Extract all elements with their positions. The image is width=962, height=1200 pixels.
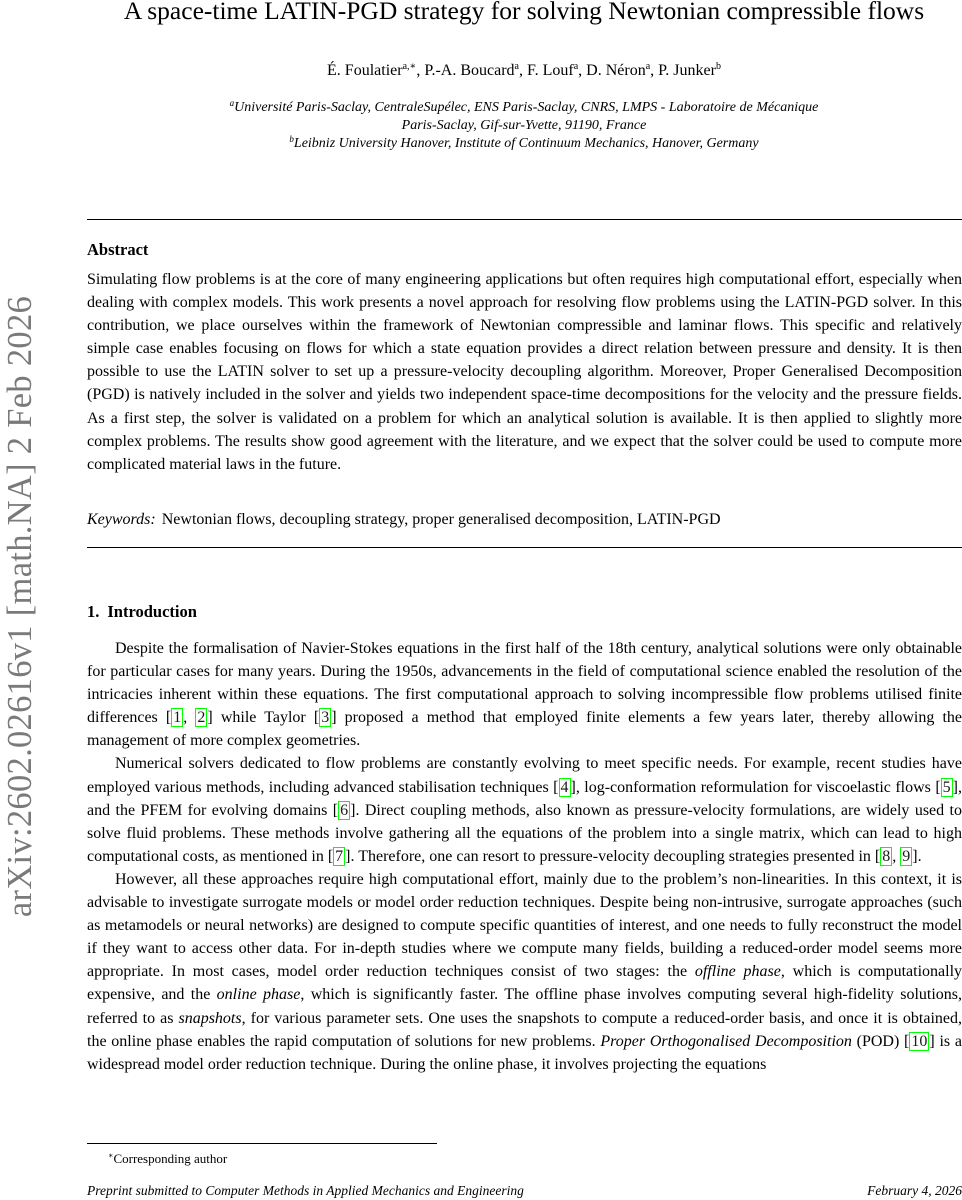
footnote-rule — [87, 1143, 437, 1144]
citation-link[interactable]: 3 — [321, 709, 330, 727]
affiliation-b: $^b$Leibniz University Hanover, Institute of Continuum Mechanics, Hanover, Germany — [289, 134, 759, 151]
section-heading — [87, 601, 197, 623]
paper-title: A space-time LATIN-PGD strategy for solving Newtonian compressible flows — [123, 0, 925, 25]
author: P.-A. Boucard$^a$, — [424, 61, 527, 79]
keywords-text: Newtonian flows, decoupling strategy, proper generalised decomposition, LATIN-PGD — [161, 511, 721, 528]
footnote: ∗Corresponding author — [108, 1151, 228, 1166]
affiliation-a-line1: $^a$Université Paris-Saclay, CentraleSupélec, ENS Paris-Saclay, CNRS, LMPS - Laboratoire de Mécanique — [229, 98, 819, 115]
author: É. Foulatier$^{a,∗}$, — [327, 61, 425, 79]
paragraph-2: Numerical solvers dedicated to flow problems are constantly evolving to meet specific needs. For example, recent studies have employed various methods, including advanced stabilisation techniques [ 4 ], log-conformation reformulation for viscoelastic flows [ 5 ], and the PFEM for evolving domains [ 6 ]. Direct coupling methods, also known as pressure-velocity formulations, are widely used to solve fluid problems. These methods involve gathering all the equations of the problem into a single matrix, which can lead to high computational costs, as mentioned in [ 7 ]. Therefore, one can resort to pressure-velocity decoupling strategies presented in [ 8 , 9 ]. — [87, 755, 962, 865]
paragraph-1: Despite the formalisation of Navier-Stokes equations in the first half of the 18th century, analytical solutions were only obtainable for particular cases for many years. During the 1950s, advancements in the field of computational science enabled the resolution of the intricacies inherent within these equations. The first computational approach to solving incompressible flow problems utilised finite differences [ 1 , 2 ] while Taylor [ 3 ] proposed a method that employed finite elements a few years later, thereby allowing the management of more complex geometries. — [87, 640, 962, 750]
bottom-rule — [87, 547, 962, 548]
author: F. Louf$^a$, — [527, 61, 587, 79]
citation-link[interactable]: 8 — [882, 847, 891, 865]
abstract-heading: Abstract — [87, 240, 149, 259]
citation-link[interactable]: 1 — [173, 709, 182, 727]
citation-link[interactable]: 4 — [560, 778, 569, 796]
section-body — [87, 637, 962, 1076]
keywords — [87, 509, 721, 531]
author-list — [86, 60, 962, 82]
section-title: Introduction — [107, 602, 197, 621]
abstract-body — [87, 268, 962, 476]
abstract-text: Simulating flow problems is at the core of many engineering applications but often requires high computational effort, especially when dealing with complex models. This work presents a novel approach for resolving flow problems using the LATIN-PGD solver. In this contribution, we place ourselves within the framework of Newtonian compressible and laminar flows. This specific and relatively simple case enables focusing on flows for which a state equation provides a direct relation between pressure and density. It is then possible to use the LATIN solver to set up a pressure-velocity decoupling algorithm. Moreover, Proper Generalised Decomposition (PGD) is natively included in the solver and yields two independent space-time decompositions for the velocity and the pressure fields. As a first step, the solver is validated on a problem for which an analytical solution is available. It is then applied to slightly more complex problems. The results show good agreement with the literature, and we expect that the solver could be used to compute more complicated material laws in the future. — [87, 271, 962, 473]
citation-link[interactable]: 10 — [911, 1032, 928, 1050]
arxiv-id: arXiv:2602.02616v1 [math.NA] 2 Feb 2026 — [1, 295, 40, 917]
footer-date: February 4, 2026 — [867, 1183, 962, 1198]
arxiv-stamp — [0, 262, 42, 950]
section-number: 1. — [87, 602, 100, 621]
citation-link[interactable]: 2 — [197, 709, 206, 727]
citation-link[interactable]: 5 — [942, 778, 951, 796]
keywords-label: Keywords: — [87, 511, 156, 528]
citation-link[interactable]: 9 — [902, 847, 911, 865]
citation-link[interactable]: 7 — [335, 847, 344, 865]
author: D. Néron$^a$, — [586, 61, 659, 79]
author: P. Junker$^b$ — [658, 61, 721, 79]
paragraph-3: However, all these approaches require high computational effort, mainly due to the problem’s non-linearities. In this context, it is advisable to investigate surrogate models or model order reduction techniques. Despite being non-intrusive, surrogate approaches (such as metamodels or neural networks) are designed to compute specific quantities of interest, and one needs to fully reconstruct the model if they want to access other data. For in-depth studies where we compute many fields, building a reduced-order model seems more appropriate. In most cases, model order reduction techniques consist of two stages: the offline phase, which is computationally expensive, and the online phase, which is significantly faster. The offline phase involves computing several high-fidelity solutions, referred to as snapshots, for various parameter sets. One uses the snapshots to compute a reduced-order basis, and once it is obtained, the online phase enables the rapid computation of solutions for new problems. Proper Orthogonalised Decomposition (POD) [ 10 ] is a widespread model order reduction technique. During the online phase, it involves projecting the equations — [87, 870, 962, 1073]
citation-link[interactable]: 6 — [340, 801, 349, 819]
affiliation-a-line2: Paris-Saclay, Gif-sur-Yvette, 91190, France — [401, 118, 647, 133]
preprint-note: Preprint submitted to Computer Methods in Applied Mechanics and Engineering — [87, 1183, 524, 1198]
top-rule — [87, 219, 962, 220]
